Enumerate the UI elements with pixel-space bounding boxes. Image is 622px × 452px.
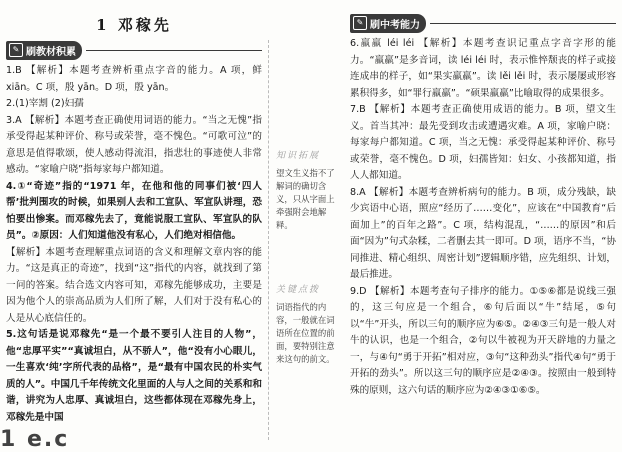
note-extension: 望文生义指不了解词的确切含义，只从字面上牵强附会地解释。 <box>276 168 335 230</box>
left-column <box>6 0 262 426</box>
side-notes <box>276 148 342 366</box>
section-banner-exam <box>350 14 616 32</box>
answer-q6: 6.羸羸 léi léi 【解析】本题考查识记重点字音字形的能力。“羸羸”是多音词，读 léi léi 时，表示惟悴颓丧的样子或接连成串的样子，如“果实羸羸”。读 lěi lěi 时，表示屡屡或形容累积得多，如“罪行羸羸”。“硕果羸羸”比喻取得的成果很多。 <box>350 38 616 99</box>
lesson-title: 1 邓稼先 <box>96 16 172 34</box>
note-heading-extension: 知识拓展 <box>276 151 321 161</box>
answer-q1: 1.B 【解析】本题考查辨析重点字音的能力。A 项，鲜 xiān。C 项，殷 yān。D 项，殷 yān。 <box>6 65 262 93</box>
banner-label: 刷中考能力 <box>370 19 420 31</box>
note-key: 词语指代的内容，一般就在词语所在位置的前面，要特别注意来这句的前文。 <box>276 302 335 364</box>
watermark: 1 e.c <box>0 427 70 452</box>
section-banner-textbook <box>6 41 262 59</box>
answer-q4: 4.①“奇迹”指的“1971 年，在他和他的同事们被‘四人帮’批判围攻的时候，如果别人去和工宣队、军宣队讲理，恐怕要出惨案。而邓稼先去了，竟能说服工宣队、军宣队的队员”。②原因：人们知道他没有私心，人们绝对相信他。 <box>6 180 262 241</box>
answer-q7: 7.B 【解析】本题考查正确使用成语的能力。B 项，望文生义。首当其冲：最先受到攻击或遭遇灾难。A 项，家喻户晓：每家每户都知道。C 项，当之无愧：承受得起某种评价、称号或荣誉，毫不愧色。D 项，妇孺皆知：妇女、小孩都知道，指人人都知道。 <box>350 104 616 181</box>
pencil-icon: ✎ <box>353 16 367 30</box>
right-column <box>350 0 616 399</box>
banner-label: 刷教材积累 <box>26 46 76 58</box>
answer-q5: 5.这句话是说邓稼先“是一个最不要引人注目的人物”，他“忠厚平实”“真诚坦白，从不骄人”，他“没有小心眼儿，一生喜欢‘纯’字所代表的品格”，是“最有中国农民的朴实气质的人”。中国几千年传统文化里面的人与人之间的关系和和谐，讲究为人忠厚、真诚坦白，这些都体现在邓稼先身上，邓稼先是中国 <box>6 329 262 423</box>
note-heading-key: 关键点拨 <box>276 285 321 295</box>
column-divider <box>268 40 269 440</box>
answer-q3: 3.A 【解析】本题考查正确使用词语的能力。“当之无愧”指承受得起某种评价、称号或荣誉，毫不愧色。“可歌可泣”的意思是值得歌颂，使人感动得流泪，指悲壮的事迹使人非常感动。“家喻户晓”指每家每户都知道。 <box>6 114 262 175</box>
answer-q9: 9.D 【解析】本题考查句子排序的能力。①⑤⑥都是说线三强的，这三句应是一个组合，⑥句后面以“牛”结尾，⑤句以“牛”开头，所以三句的顺序应为⑥⑤。②④③三句是一般人对牛的认识，也是一个组合，②句以牛被视为开天辟地的力量之一，与④句“勇于开拓”相对应，③句“这种劲头”指代④句“勇于开拓的劲头”。所以这三句的顺序应是②④③。按照由一般到特殊的原则，这六句话的顺序应为②④③①⑥⑤。 <box>350 285 616 396</box>
answer-q4-analysis: 【解析】本题考查理解重点词语的含义和理解文章内容的能力。“这是真正的奇迹”，找到“这”指代的内容，就找到了第一问的答案。结合选文内容可知，邓稼先能够成功，主要是因为他个人的崇高品质为人们所了解，人们对于没有私心的人是从心底信任的。 <box>6 246 262 324</box>
banner-rule <box>86 50 262 51</box>
banner-rule <box>430 23 616 24</box>
answer-q2: 2.(1)宰割 (2)妇孺 <box>6 98 84 109</box>
answer-q8: 8.A 【解析】本题考查辨析病句的能力。B 项，成分残缺，缺少宾语中心语，照应“经历了……变化”，应该在“中国教育“后面加上”的百年之路”。C 项，结构混乱，“……的原因”和后面“因为”句式杂糅，二者删去其一即可。D 项，语序不当，“协同推进、精心组织、周密计划”逻辑顺序错，应先组织、计划，最后推进。 <box>350 186 616 280</box>
book-icon: ✎ <box>9 43 23 57</box>
